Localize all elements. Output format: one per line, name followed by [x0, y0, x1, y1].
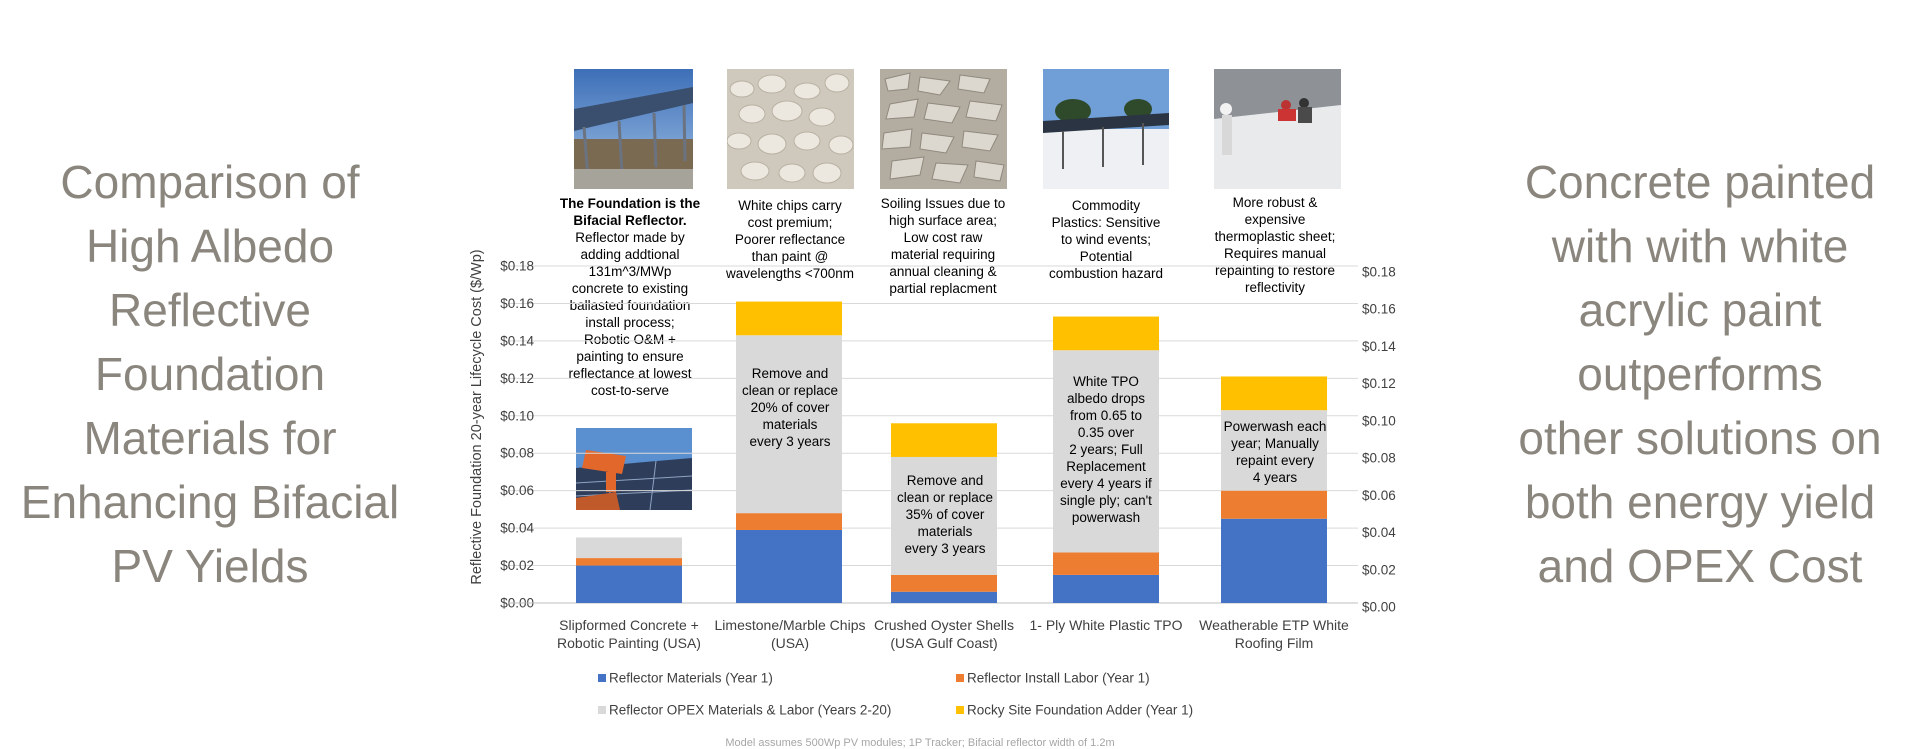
footer-note: Model assumes 500Wp PV modules; 1P Tracker; Bifacial reflector width of 1.2m [725, 737, 1115, 749]
y-tick-label-right: $0.14 [1362, 338, 1396, 354]
bar-note-line: every 4 years if [1060, 476, 1152, 491]
bar-note-line: every 3 years [904, 541, 986, 556]
y-tick-label-left: $0.00 [500, 595, 534, 611]
legend-swatch [956, 706, 964, 714]
x-tick-label [1026, 616, 1186, 634]
right-title-line: Concrete painted [1524, 156, 1876, 208]
annotation-line: Bifacial Reflector. [573, 213, 687, 228]
legend-swatch [598, 674, 606, 682]
annotation-line: repainting to restore [1214, 263, 1336, 278]
right-title-line: acrylic paint [1578, 284, 1822, 336]
annotation-line: adding addtional [580, 247, 680, 262]
bar-note-line: single ply; can't [1060, 493, 1152, 508]
annotation-line: combustion hazard [1048, 266, 1164, 281]
x-tick-label [710, 616, 870, 652]
y-tick-label-right: $0.06 [1362, 487, 1396, 503]
y-tick-label-right: $0.02 [1362, 562, 1396, 578]
annotation-line: 131m^3/MWp [588, 264, 672, 279]
left-title-line: Enhancing Bifacial [20, 476, 400, 528]
bar-note-line: Remove and [751, 366, 829, 381]
right-title-line: outperforms [1577, 348, 1823, 400]
annotation-line: install process; [585, 315, 675, 330]
annotation-line: material requiring [890, 247, 996, 262]
bar-note-tpo [1036, 373, 1176, 526]
y-tick-label-right: $0.04 [1362, 525, 1396, 541]
bar-note-line: materials [762, 417, 818, 432]
annotation-line: Requires manual [1223, 246, 1327, 261]
bar-note-roofing [1200, 418, 1350, 486]
y-tick-label-left: $0.12 [500, 370, 534, 386]
annotation-line: White chips carry [738, 198, 842, 213]
annotation-line: cost-to-serve [590, 383, 670, 398]
x-tick-line: Crushed Oyster Shells [873, 617, 1015, 633]
annotation-line: annual cleaning & [889, 264, 997, 279]
left-title-line: High Albedo [85, 220, 335, 272]
bar-note-line: Remove and [906, 473, 984, 488]
y-tick-label-right: $0.16 [1362, 301, 1396, 317]
bar-note-line: clean or replace [896, 490, 994, 505]
x-tick-line: Weatherable ETP White [1199, 617, 1349, 633]
legend-label: Reflector Materials (Year 1) [609, 670, 773, 686]
bar-segment [576, 558, 682, 565]
legend-swatch [956, 674, 964, 682]
y-tick-label-left: $0.08 [500, 445, 534, 461]
bar-segment [891, 423, 997, 457]
annotation-line: Reflector made by [575, 230, 685, 245]
y-tick-label-left: $0.10 [500, 408, 534, 424]
annotation-line: Soiling Issues due to [880, 196, 1006, 211]
annotation-line: than paint @ [751, 249, 829, 264]
x-tick-label [549, 616, 709, 652]
y-tick-label-right: $0.08 [1362, 450, 1396, 466]
legend-label: Rocky Site Foundation Adder (Year 1) [967, 702, 1194, 718]
y-tick-label-right: $0.12 [1362, 376, 1396, 392]
left-title-line: Reflective [109, 284, 311, 336]
right-title-line: with with white [1551, 220, 1849, 272]
bar-note-line: Powerwash each [1223, 419, 1327, 434]
bar-note-line: 0.35 over [1077, 425, 1135, 440]
bar-note-line: materials [917, 524, 973, 539]
bar-segment [576, 566, 682, 603]
annotation-line: More robust & [1232, 195, 1318, 210]
x-tick-line: (USA Gulf Coast) [890, 635, 998, 651]
annotation-line: reflectivity [1244, 280, 1305, 295]
x-tick-line: Robotic Painting (USA) [557, 635, 701, 651]
annotation-line: Robotic O&M + [584, 332, 676, 347]
legend-swatch [598, 706, 606, 714]
bar-note-marble [720, 365, 860, 450]
bar-note-line: 2 years; Full [1069, 442, 1143, 457]
annotation-line: Plastics: Sensitive [1051, 215, 1161, 230]
bar-segment [1053, 317, 1159, 351]
bar-segment [736, 513, 842, 530]
bar-segment [1053, 575, 1159, 603]
annotation-line: Low cost raw [903, 230, 983, 245]
x-tick-line: 1- Ply White Plastic TPO [1029, 617, 1183, 633]
y-tick-label-left: $0.02 [500, 558, 534, 574]
left-title-line: Foundation [94, 348, 326, 400]
left-title-line: Comparison of [60, 156, 360, 208]
annotation-line: Poorer reflectance [734, 232, 846, 247]
annotation-line: Commodity [1071, 198, 1141, 213]
left-title-line: Materials for [83, 412, 337, 464]
annotation-line: cost premium; [747, 215, 833, 230]
bar-note-line: year; Manually [1231, 436, 1319, 451]
bar-segment [891, 592, 997, 603]
annotation-line: wavelengths <700nm [726, 266, 854, 281]
y-tick-label-left: $0.16 [500, 295, 534, 311]
bar-segment [891, 575, 997, 592]
right-title-line: both energy yield [1524, 476, 1876, 528]
bar-note-line: Replacement [1066, 459, 1146, 474]
y-axis-label: Reflective Foundation 20-year Lifecycle Cost ($/Wp) [469, 249, 485, 585]
y-tick-label-left: $0.18 [500, 258, 534, 274]
annotation-line: concrete to existing [571, 281, 689, 296]
bar-note-line: powerwash [1071, 510, 1141, 525]
y-tick-label-left: $0.14 [500, 333, 534, 349]
annotation-line: high surface area; [888, 213, 998, 228]
bar-note-line: 4 years [1252, 470, 1298, 485]
bar-segment [1221, 376, 1327, 410]
annotation-line: to wind events; [1060, 232, 1152, 247]
annotation-line: Potential [1079, 249, 1133, 264]
x-tick-line: Roofing Film [1234, 635, 1314, 651]
bar-segment [1221, 491, 1327, 519]
annotation-line: painting to ensure [576, 349, 684, 364]
x-tick-line: Slipformed Concrete + [559, 617, 699, 633]
y-tick-label-left: $0.04 [500, 520, 534, 536]
x-tick-label [864, 616, 1024, 652]
right-title-line: other solutions on [1518, 412, 1882, 464]
bar-note-line: White TPO [1073, 374, 1139, 389]
annotation-line: The Foundation is the [559, 196, 701, 211]
annotation-line: partial replacment [889, 281, 997, 296]
bar-note-line: clean or replace [741, 383, 839, 398]
x-tick-line: (USA) [770, 635, 810, 651]
bar-segment [736, 302, 842, 336]
bar-note-line: 35% of cover [905, 507, 985, 522]
bar-note-line: every 3 years [749, 434, 831, 449]
y-tick-label-right: $0.00 [1362, 599, 1396, 615]
right-title-line: and OPEX Cost [1537, 540, 1863, 592]
bar-note-oyster [875, 472, 1015, 557]
bar-note-line: repaint every [1235, 453, 1315, 468]
bar-segment [1221, 519, 1327, 603]
y-tick-label-left: $0.06 [500, 483, 534, 499]
annotation-line: ballasted foundation [569, 298, 691, 313]
bar-segment [1053, 552, 1159, 574]
left-title-line: PV Yields [111, 540, 309, 592]
annotation-line: thermoplastic sheet; [1214, 229, 1336, 244]
bar-segment [736, 530, 842, 603]
bar-note-line: albedo drops [1066, 391, 1146, 406]
y-tick-label-right: $0.10 [1362, 413, 1396, 429]
legend-label: Reflector OPEX Materials & Labor (Years 2-20) [609, 702, 892, 718]
x-tick-label [1194, 616, 1354, 652]
bar-note-line: from 0.65 to [1069, 408, 1143, 423]
bar-note-line: 20% of cover [750, 400, 830, 415]
annotation-line: reflectance at lowest [568, 366, 692, 381]
annotation-line: expensive [1244, 212, 1306, 227]
y-tick-label-right: $0.18 [1362, 264, 1396, 280]
bar-segment [576, 537, 682, 558]
legend-label: Reflector Install Labor (Year 1) [967, 670, 1150, 686]
x-tick-line: Limestone/Marble Chips [714, 617, 866, 633]
